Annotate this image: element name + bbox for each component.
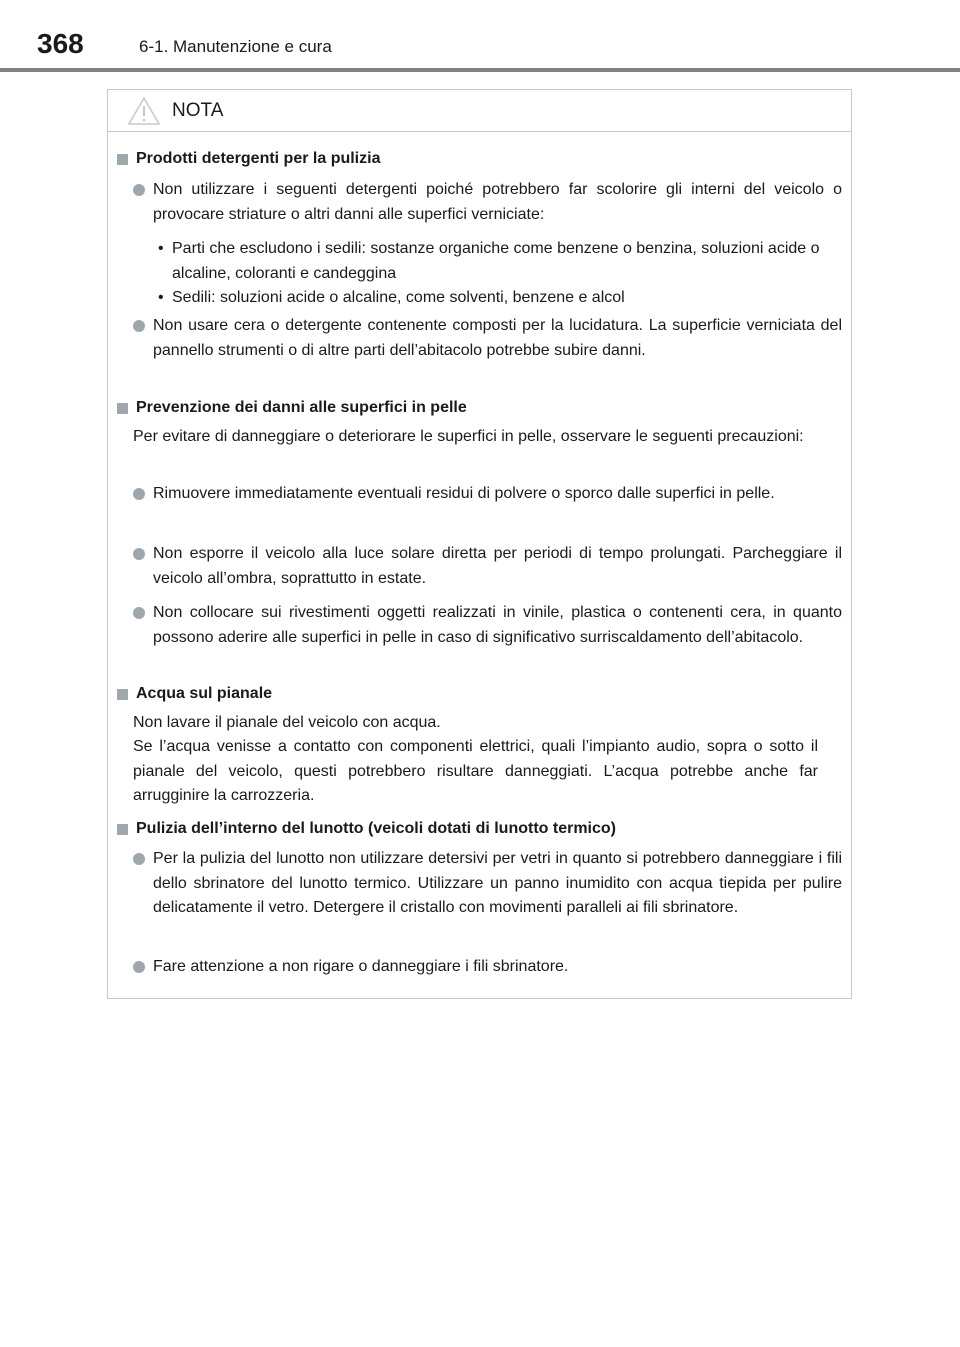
round-bullet-icon	[133, 607, 145, 619]
header-rule	[0, 68, 960, 72]
round-bullet-icon	[133, 488, 145, 500]
note-box	[107, 89, 852, 999]
list-item: Non usare cera o detergente contenente composti per la lucidatura. La superficie verniciata del pannello strumenti o di altre parti dell’abitacolo potrebbe subire danni.	[133, 314, 842, 363]
list-item: Fare attenzione a non rigare o danneggiare i fili sbrinatore.	[133, 955, 842, 980]
sub-list-item: • Parti che escludono i sedili: sostanze organiche come benzene o benzina, soluzioni acide o alcaline, coloranti e candeggina	[158, 240, 820, 282]
paragraph: Non lavare il pianale del veicolo con acqua.	[133, 714, 441, 731]
round-bullet-icon	[133, 961, 145, 973]
round-bullet-icon	[133, 853, 145, 865]
section-heading: Acqua sul pianale	[117, 685, 272, 703]
section-heading: Prodotti detergenti per la pulizia	[117, 150, 380, 168]
list-item: Per la pulizia del lunotto non utilizzare detersivi per vetri in quanto si potrebbero danneggiare i fili dello sbrinatore del lunotto termico. Utilizzare un panno inumidito con acqua tiepida per pulire delicatamente il vetro. Detergere il cristallo con movimenti paralleli ai fili sbrinatore.	[133, 847, 842, 921]
square-bullet-icon	[117, 403, 128, 414]
note-label: NOTA	[172, 100, 224, 121]
square-bullet-icon	[117, 824, 128, 835]
square-bullet-icon	[117, 154, 128, 165]
list-item: Non collocare sui rivestimenti oggetti realizzati in vinile, plastica o contenenti cera, in quanto possono aderire alle superfici in pelle in caso di significativo surriscaldamento dell’abitacolo.	[133, 601, 842, 650]
list-item: Rimuovere immediatamente eventuali residui di polvere o sporco dalle superfici in pelle.	[133, 482, 842, 507]
paragraph: Se l’acqua venisse a contatto con componenti elettrici, quali l’impianto audio, sopra o sotto il pianale del veicolo, questi potrebbero risultare danneggiati. L’acqua potrebbe anche far arrugginire la carrozzeria.	[133, 738, 818, 804]
page-number: 368	[37, 28, 84, 59]
warning-triangle-icon	[127, 96, 161, 126]
round-bullet-icon	[133, 184, 145, 196]
square-bullet-icon	[117, 689, 128, 700]
round-bullet-icon	[133, 548, 145, 560]
list-item: Non utilizzare i seguenti detergenti poiché potrebbero far scolorire gli interni del veicolo o provocare striature o altri danni alle superfici verniciate:	[133, 178, 842, 227]
section-heading: Pulizia dell’interno del lunotto (veicoli dotati di lunotto termico)	[117, 820, 616, 838]
section-heading: Prevenzione dei danni alle superfici in pelle	[117, 399, 467, 417]
sub-list-item: • Sedili: soluzioni acide o alcaline, come solventi, benzene e alcol	[158, 289, 625, 306]
round-bullet-icon	[133, 320, 145, 332]
note-header	[108, 90, 851, 132]
section-title: 6-1. Manutenzione e cura	[139, 37, 332, 56]
list-item: Non esporre il veicolo alla luce solare diretta per periodi di tempo prolungati. Parcheggiare il veicolo all’ombra, soprattutto in estate.	[133, 542, 842, 591]
paragraph: Per evitare di danneggiare o deteriorare le superfici in pelle, osservare le seguenti precauzioni:	[133, 428, 804, 445]
